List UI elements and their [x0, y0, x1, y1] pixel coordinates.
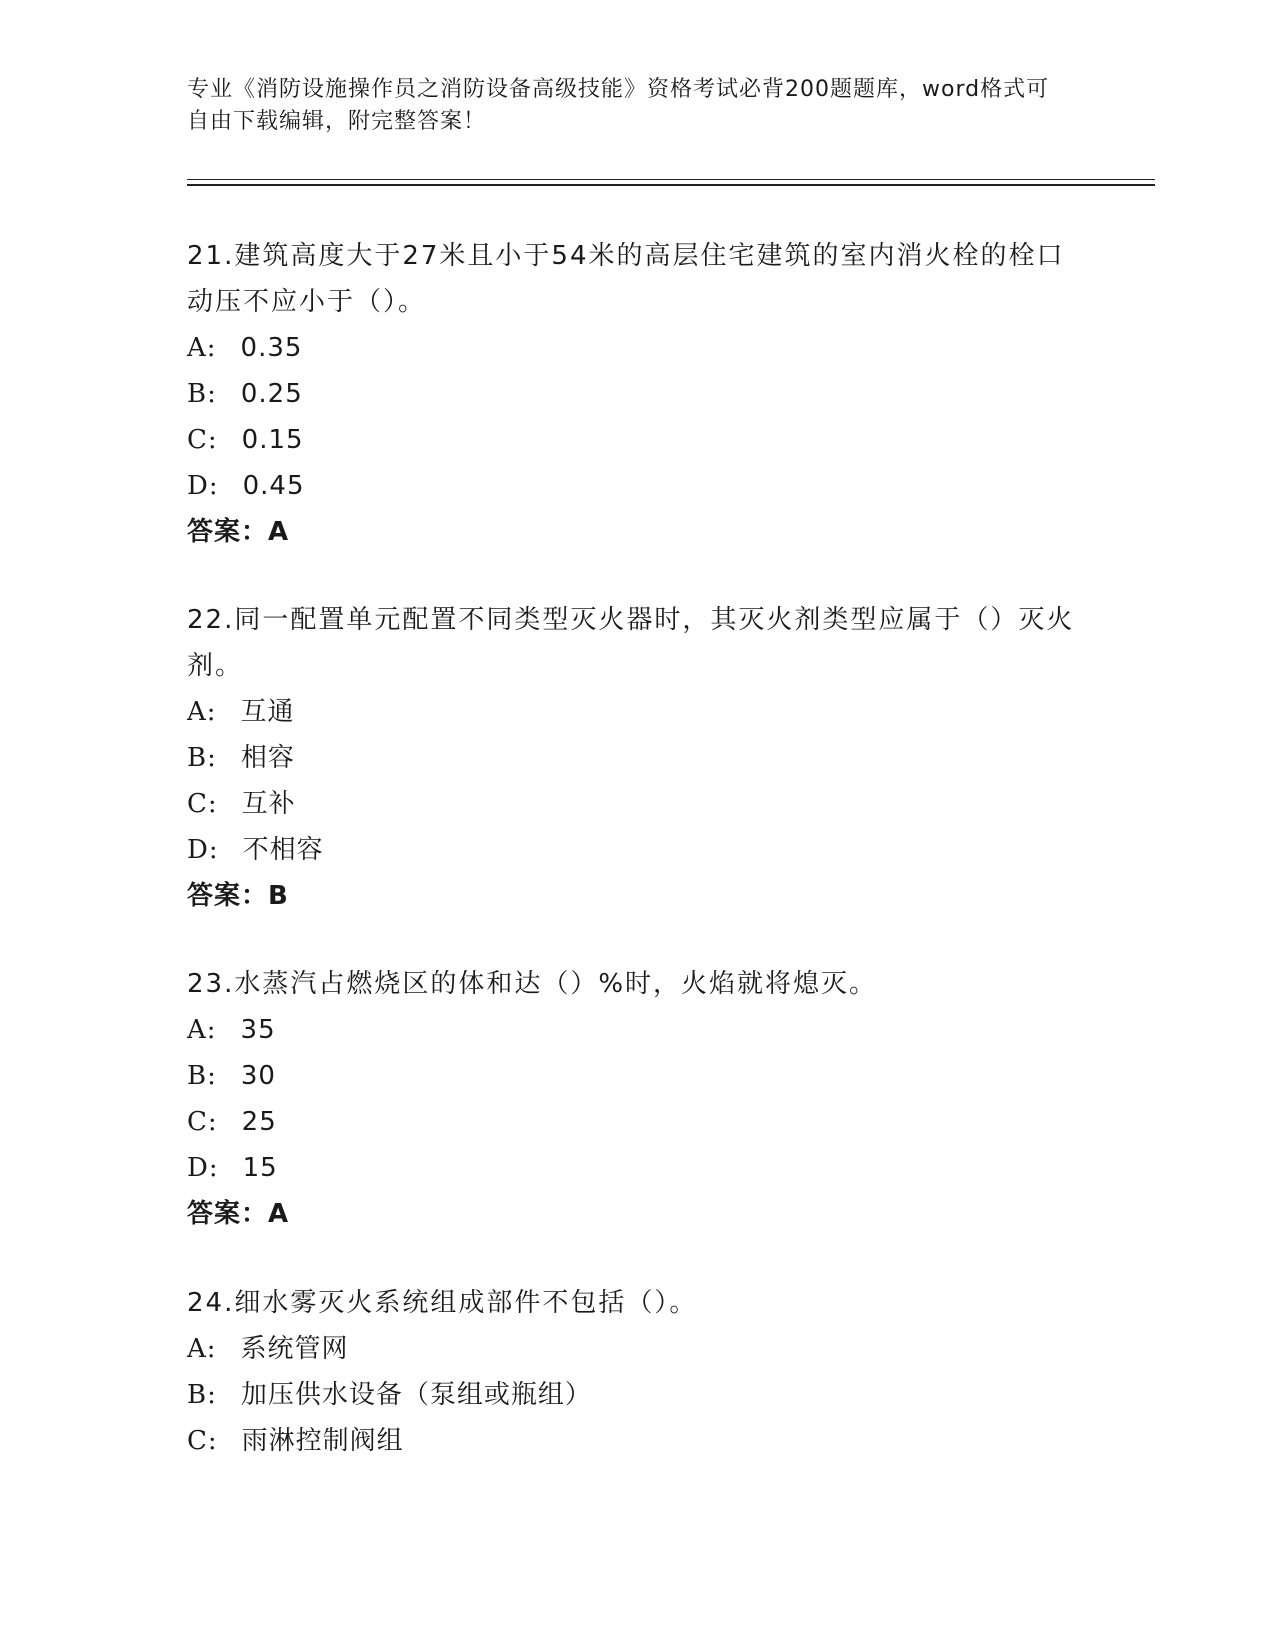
option-a: A: 系统管网: [187, 1334, 349, 1364]
document-header: 专业《消防设施操作员之消防设备高级技能》资格考试必背200题题库，word格式可自由下载编辑，附完整答案！: [187, 77, 1050, 134]
option-b: B: 相容: [187, 743, 295, 773]
option-b: B: 30: [187, 1061, 276, 1091]
question-22: [187, 597, 1077, 919]
option-d: D: 不相容: [187, 835, 324, 865]
option-c: C: 25: [187, 1107, 277, 1137]
header-divider-thick: [187, 184, 1155, 186]
option-a: A: 0.35: [187, 333, 303, 363]
question-text: 23.水蒸汽占燃烧区的体和达（）%时，火焰就将熄灭。: [187, 969, 878, 999]
question-24: [187, 1280, 1077, 1464]
question-text: 24.细水雾灭火系统组成部件不包括（）。: [187, 1288, 698, 1318]
question-21: [187, 233, 1077, 555]
question-23: [187, 961, 1077, 1237]
option-a: A: 35: [187, 1015, 276, 1045]
answer-label: 答案：A: [187, 1199, 290, 1229]
option-d: D: 0.45: [187, 471, 305, 501]
option-b: B: 0.25: [187, 379, 303, 409]
option-a: A: 互通: [187, 697, 295, 727]
option-c: C: 互补: [187, 789, 296, 819]
option-c: C: 雨淋控制阀组: [187, 1426, 404, 1456]
question-text: 21.建筑高度大于27米且小于54米的高层住宅建筑的室内消火栓的栓口动压不应小于（）。: [187, 241, 1065, 317]
answer-label: 答案：A: [187, 517, 290, 547]
header-divider-thin: [187, 179, 1155, 180]
question-text: 22.同一配置单元配置不同类型灭火器时，其灭火剂类型应属于（）灭火剂。: [187, 605, 1075, 681]
option-c: C: 0.15: [187, 425, 304, 455]
option-b: B: 加压供水设备（泵组或瓶组）: [187, 1380, 592, 1410]
option-d: D: 15: [187, 1153, 278, 1183]
answer-label: 答案：B: [187, 881, 289, 911]
